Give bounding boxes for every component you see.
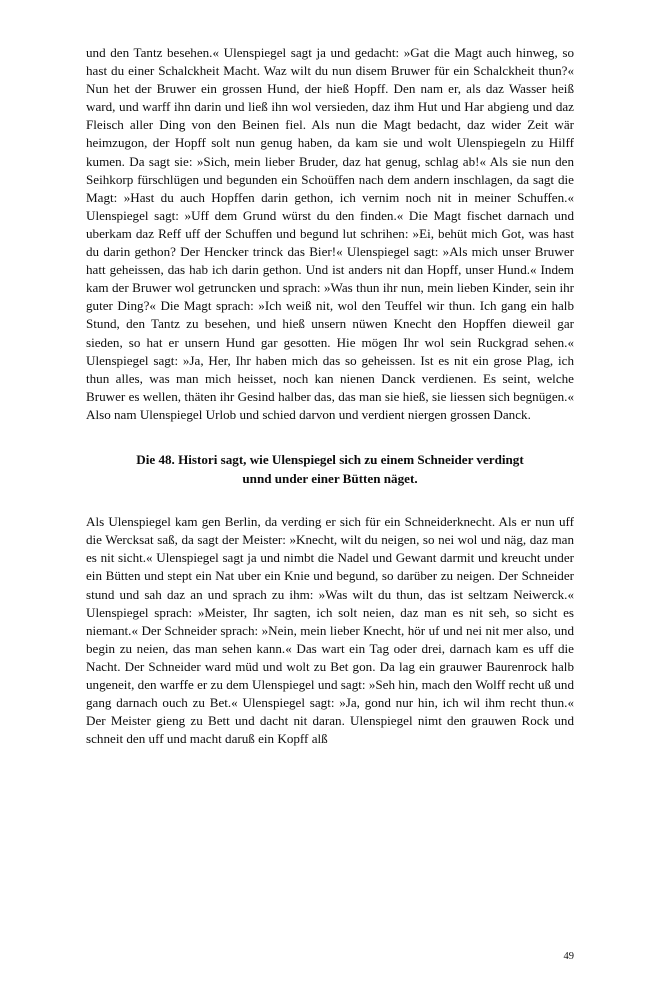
page-number: 49 [563, 951, 574, 962]
chapter-heading-line-1: Die 48. Histori sagt, wie Ulenspiegel sich zu einem Schneider verdingt [136, 451, 524, 467]
chapter-heading [86, 451, 574, 488]
paragraph-chapter-48: Als Ulenspiegel kam gen Berlin, da verding er sich für ein Schneiderknecht. Als er nun uff die Wercksat saß, da sagt der Meister: »Knecht, wilt du neigen, so nei wol und näg, daz man es nit sicht.« Ulenspiegel sagt ja und nimbt die Nadel und Gewant darmit und kreucht under ein Bütten und stept ein Nat uber ein Knie und begund, so darüber zu neigen. Der Schneider stund und sah daz an und sprach zu ihm: »Was wilt du thun, das ist seltzam Neiwerck.« Ulenspiegel sprach: »Meister, Ihr sagten, ich solt neien, daz man es nit seh, so sicht es niemant.« Der Schneider sprach: »Nein, mein lieber Knecht, hör uf und nei nit mer also, und begin zu neien, das man sehen kann.« Das wart ein Tag oder drei, darnach kam es uff die Nacht. Der Schneider ward müd und wolt zu Bet gon. Da lag ein grauwer Baurenrock halb ungeneit, den warffe er zu dem Ulenspiegel und sagt: »Seh hin, mach den Wolff recht uß und gang darnach ouch zu Bet.« Ulenspiegel sagt: »Ja, gond nur hin, ich wil ihm recht thun.« Der Meister gieng zu Bett und dacht nit daran. Ulenspiegel nimt den grauwen Rock und schneit den uff und macht daruß ein Kopff alß [86, 514, 574, 747]
chapter-heading-line-2: unnd under einer Bütten näget. [242, 470, 418, 486]
paragraph-continuation: und den Tantz besehen.« Ulenspiegel sagt ja und gedacht: »Gat die Magt auch hinweg, so hast du einer Schalckheit Macht. Waz wilt du nun disem Bruwer für ein Schalckheit thun?« Nun het der Bruwer ein grossen Hund, der hieß Hopff. Den nam er, als daz Wasser heiß ward, und warff ihn darin und ließ ihn wol versieden, daz ihm Hut und Har abgieng und daz Fleisch aller Ding von den Beinen fiel. Als nun die Magt bedacht, daz wider Zeit wär heimzugon, der Hopff solt nun genug haben, da kam sie und wolt Ulenspiegeln zu Hilff kumen. Da sagt sie: »Sich, mein lieber Bruder, daz hat genug, schlag ab!« Als sie nun den Seihkorp fürschlügen und begunden ein Schoüffen nach dem andern inschlagen, da sagt die Magt: »Hast du auch Hopffen darin gethon, ich vernim noch nit in meiner Schuffen.« Ulenspiegel sagt: »Uff dem Grund würst du den finden.« Die Magt fischet darnach und uberkam daz Reff uff der Schuffen und begund lut schrihen: »Ei, behüt mich Got, was hast du darin gethon? Der Hencker trinck das Bier!« Ulenspiegel sagt: »Als mich unser Bruwer hatt geheissen, das hab ich darin gethon. Und ist anders nit dan Hopff, unser Hund.« Indem kam der Bruwer wol getruncken und sprach: »Was thun ihr nun, mein lieben Kinder, sein ihr guter Ding?« Die Magt sprach: »Ich weiß nit, wol den Teuffel wir thun. Ich gang ein halb Stund, den Tantz zu besehen, und hieß unsern nüwen Knecht den Hopffen dieweil gar sieden, so hat er unsern Hund gar gesotten. Hie mögen Ihr wol sein Ruckgrad sehen.« Ulenspiegel sagt: »Ja, Her, Ihr haben mich das so geheissen. Ist es nit ein grose Plag, ich thun alles, was man mich heisset, noch kan nienen Danck verdienen. Es seint, welche Bruwer es wellen, thäten ihr Gesind halber das, das man sie hieß, sie liessen sich begnügen.« Also nam Ulenspiegel Urlob und schied darvon und verdient niergen grossen Danck. [86, 45, 574, 422]
